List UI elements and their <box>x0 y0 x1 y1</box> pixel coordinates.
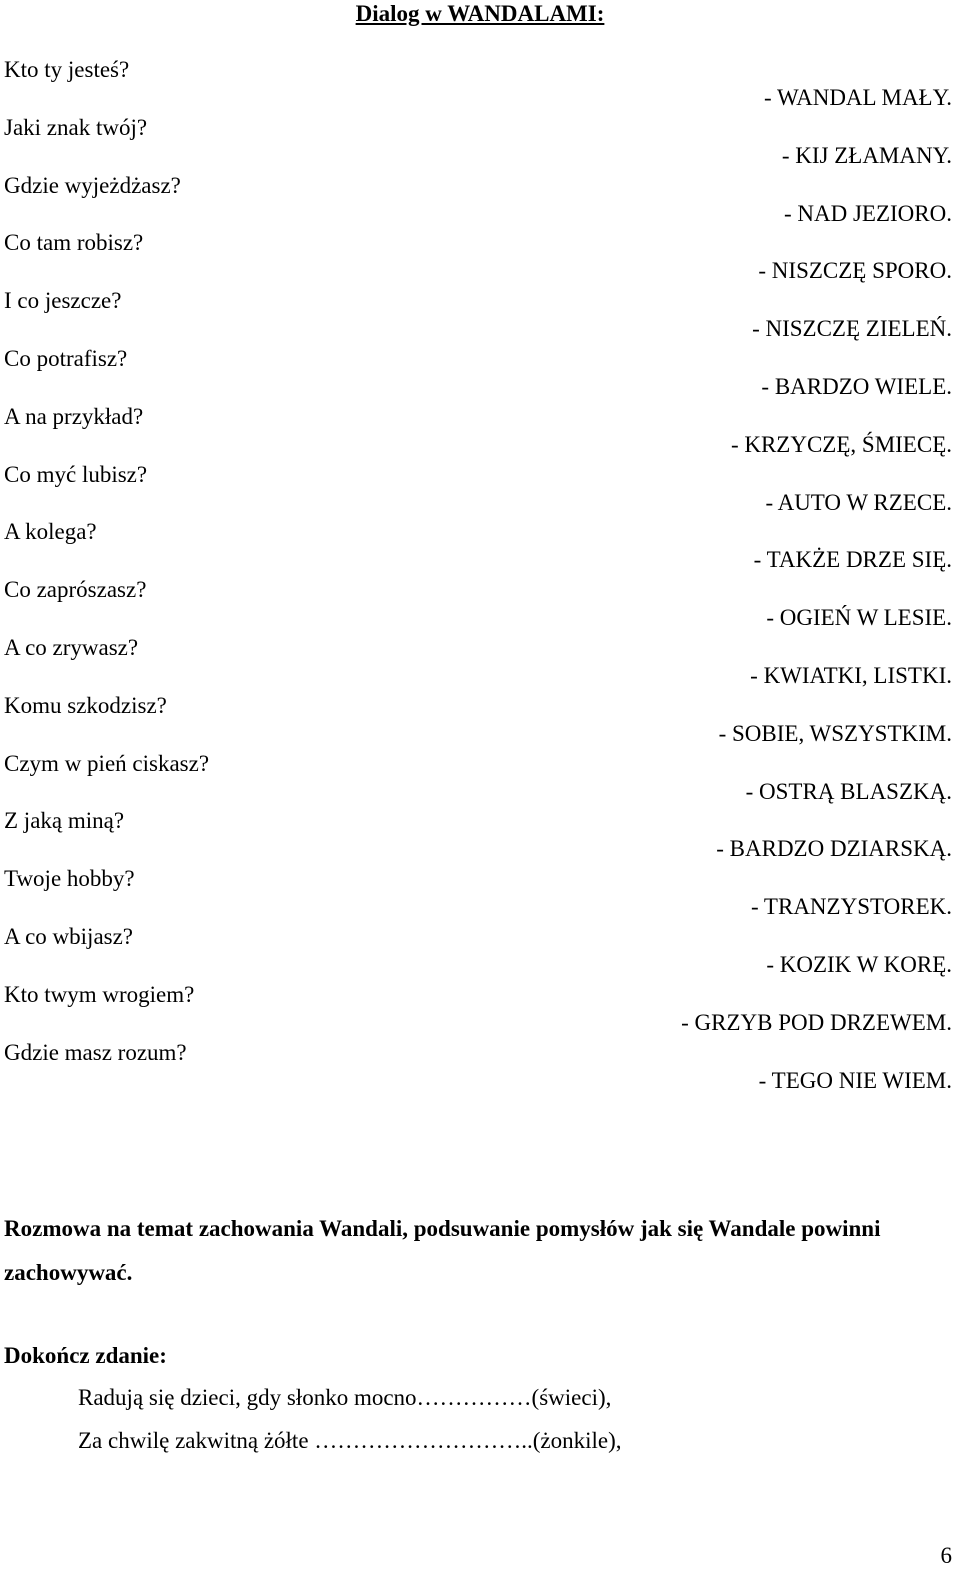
question-item: Z jaką miną? <box>4 808 125 834</box>
question-item: Gdzie wyjeżdżasz? <box>4 172 181 198</box>
answer-item: - NISZCZĘ ZIELEŃ. <box>752 316 952 342</box>
page-title: Dialog w WANDALAMI: <box>355 1 605 26</box>
answer-item: - OSTRĄ BLASZKĄ. <box>745 778 952 804</box>
answer-item: - TAKŻE DRZE SIĘ. <box>753 547 952 573</box>
complete-sentence-heading: Dokończ zdanie: <box>4 1343 167 1368</box>
question-item: Kto twym wrogiem? <box>4 981 195 1007</box>
answers-list <box>681 82 952 1122</box>
question-item: I co jeszcze? <box>4 288 122 314</box>
answer-item: - GRZYB POD DRZEWEM. <box>681 1009 952 1035</box>
sentence-item: Radują się dzieci, gdy słonko mocno……………(świeci), <box>78 1385 612 1410</box>
answer-item: - SOBIE, WSZYSTKIM. <box>718 720 952 746</box>
question-item: A na przykład? <box>4 403 144 429</box>
question-item: Co myć lubisz? <box>4 461 148 487</box>
question-item: Jaki znak twój? <box>4 114 148 140</box>
question-item: Co potrafisz? <box>4 345 128 371</box>
answer-item: - TEGO NIE WIEM. <box>758 1067 952 1093</box>
answer-item: - WANDAL MAŁY. <box>763 85 952 110</box>
answer-item: - BARDZO WIELE. <box>761 373 952 399</box>
answer-item: - KOZIK W KORĘ. <box>766 951 952 977</box>
answer-item: - TRANZYSTOREK. <box>750 894 952 920</box>
questions-list <box>4 54 209 1094</box>
question-item: Twoje hobby? <box>4 866 135 892</box>
question-item: A co wbijasz? <box>4 923 134 949</box>
question-item: Kto ty jesteś? <box>4 57 130 82</box>
discussion-summary: Rozmowa na temat zachowania Wandali, podsuwanie pomysłów jak się Wandale powinni zachowywać. <box>4 1216 881 1285</box>
question-item: Gdzie masz rozum? <box>4 1039 187 1065</box>
answer-item: - KRZYCZĘ, ŚMIECĘ. <box>730 431 952 457</box>
question-item: Co tam robisz? <box>4 230 144 256</box>
answer-item: - OGIEŃ W LESIE. <box>766 605 952 631</box>
sentence-item: Za chwilę zakwitną żółte ………………………..(żonkile), <box>78 1428 622 1453</box>
question-item: A co zrywasz? <box>4 634 139 660</box>
answer-item: - NISZCZĘ SPORO. <box>758 258 952 284</box>
sentences-list <box>78 1382 622 1468</box>
answer-item: - KWIATKI, LISTKI. <box>750 662 952 688</box>
page-number: 6 <box>940 1543 952 1568</box>
answer-item: - KIJ ZŁAMANY. <box>781 142 952 168</box>
question-item: Czym w pień ciskasz? <box>4 750 210 776</box>
question-item: Komu szkodzisz? <box>4 692 167 718</box>
question-item: Co zaprószasz? <box>4 577 147 603</box>
answer-item: - NAD JEZIORO. <box>783 200 952 226</box>
question-item: A kolega? <box>4 519 97 545</box>
answer-item: - BARDZO DZIARSKĄ. <box>716 836 952 862</box>
answer-item: - AUTO W RZECE. <box>765 489 952 515</box>
